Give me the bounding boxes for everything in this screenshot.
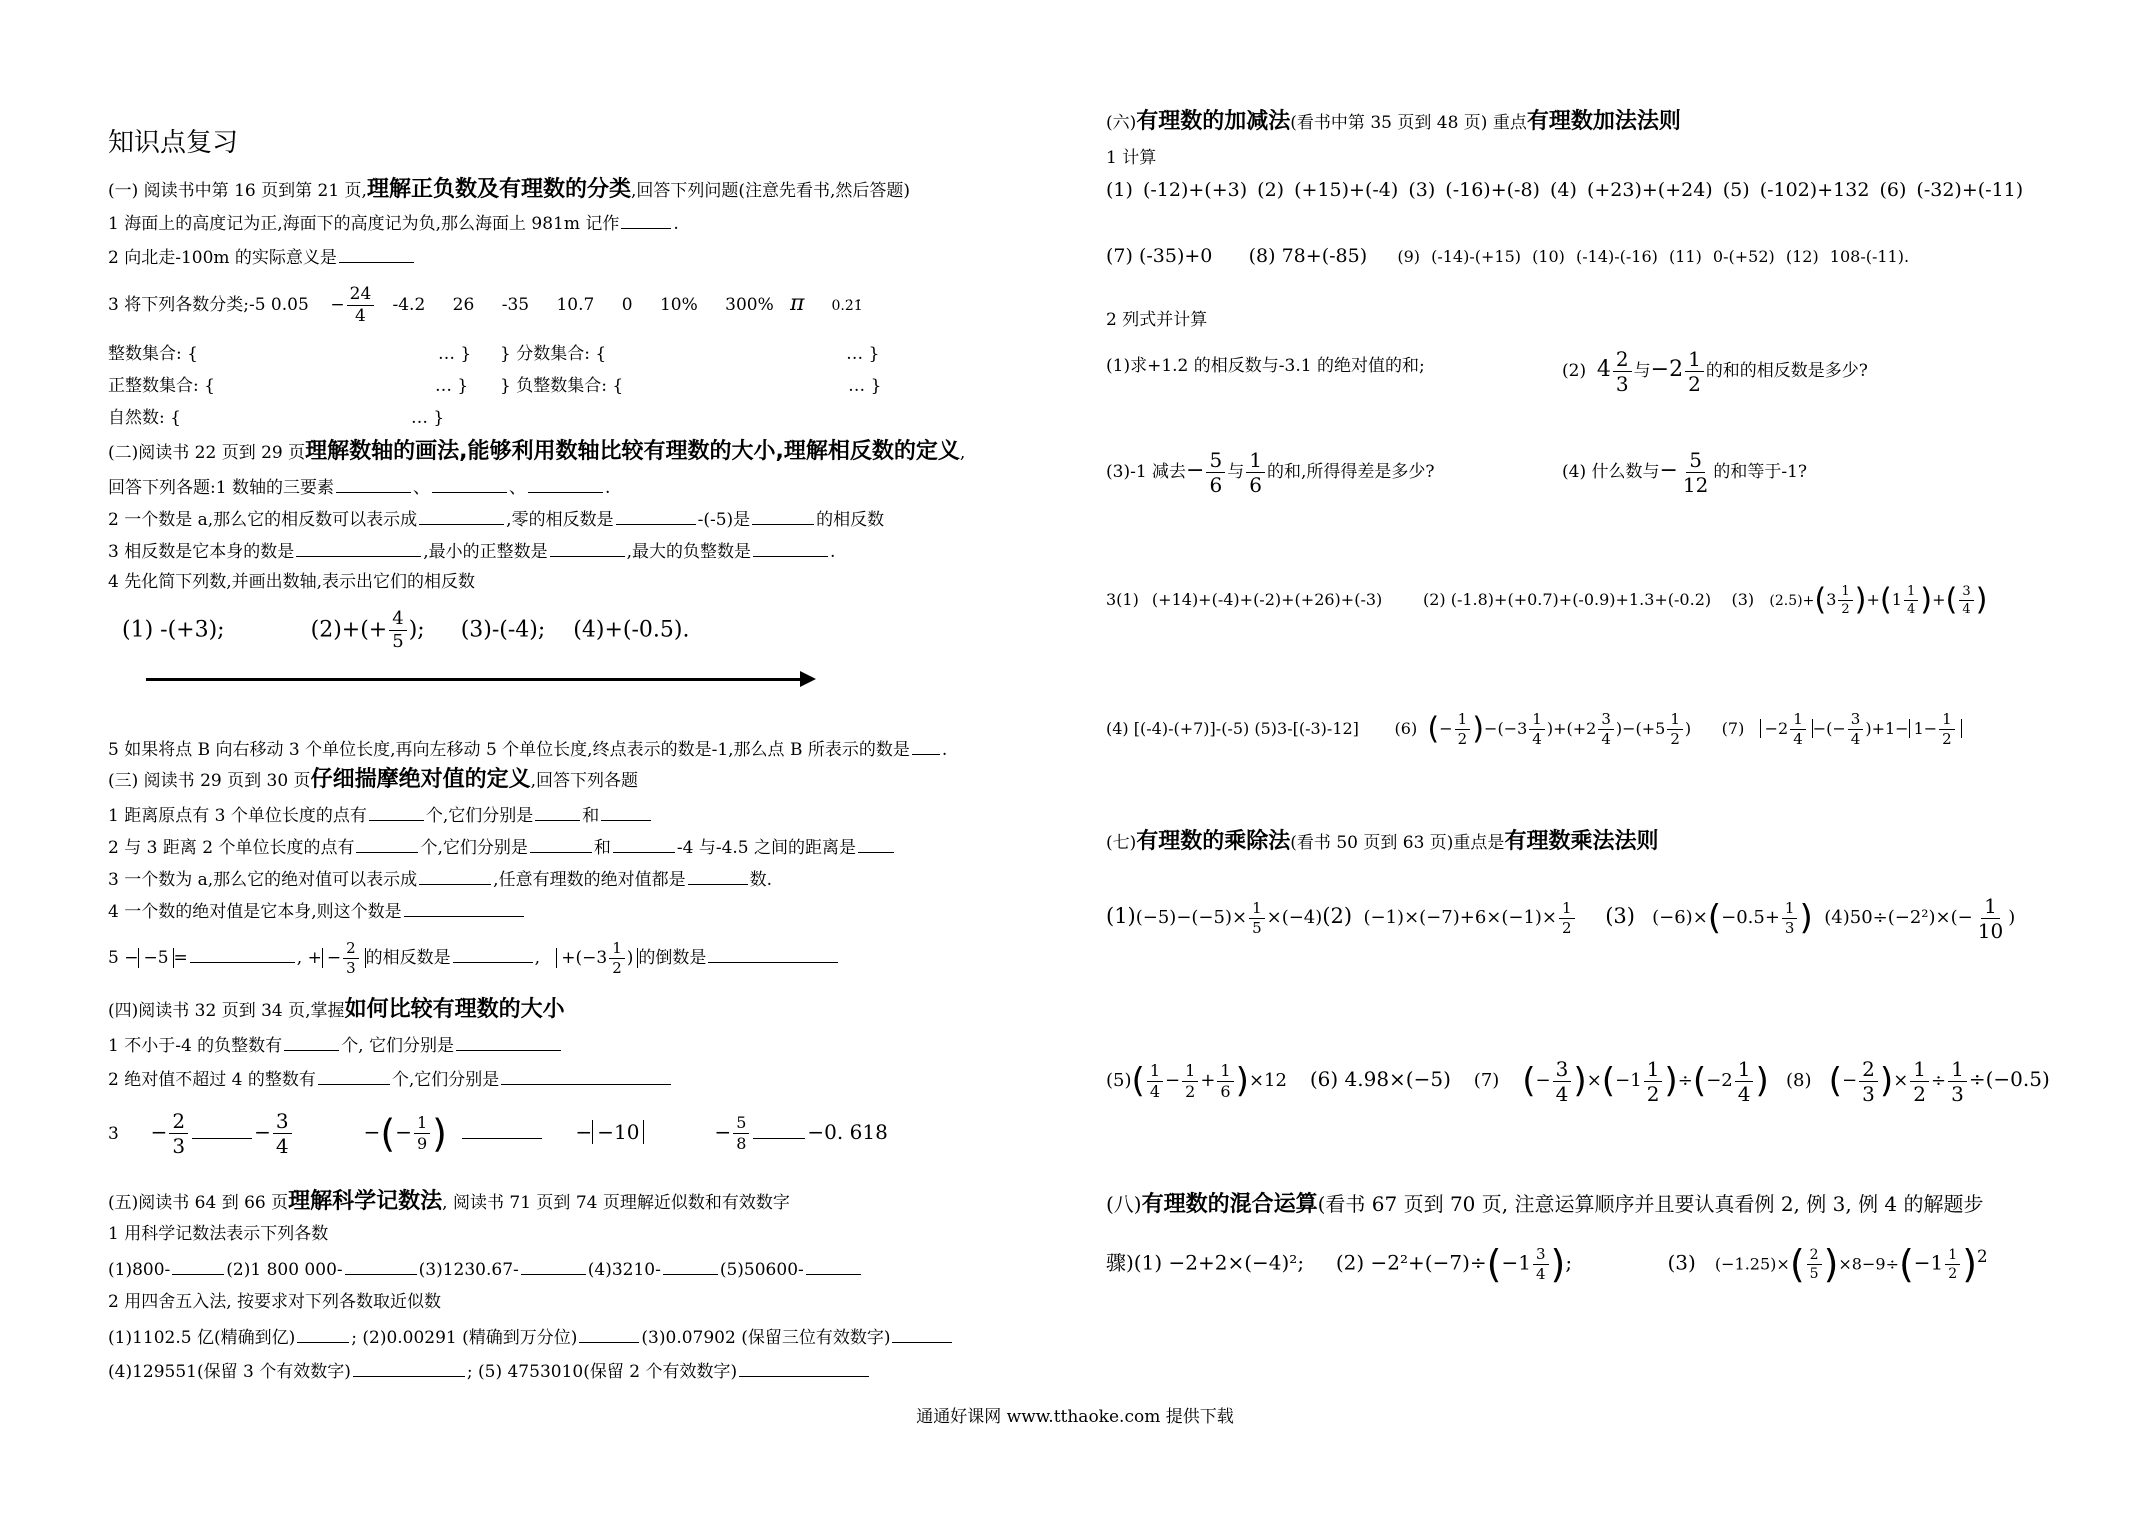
s6-row-1: (1) (-12)+(+3) (2) (+15)+(-4) (3) (-16)+(-8) (4) (+23)+(+24) (5) (-102)+132 (6) (-32)+(-11) [1106, 179, 2024, 201]
s6-l2: 2 列式并计算 [1106, 310, 1208, 330]
s1-q2: 2 向北走-100m 的实际意义是 [108, 244, 416, 270]
section-8-heading: (八)有理数的混合运算(看书 67 页到 70 页, 注意运算顺序并且要认真看例 2, 例 3, 例 4 的解题步 [1106, 1192, 1984, 1217]
section-7-heading: (七)有理数的乘除法(看书 50 页到 63 页)重点是有理数乘法法则 [1106, 829, 1659, 854]
s1-q3: 3 将下列各数分类;-5 0.05 − $\frac{24}{4}$ -4.2 26 -35 10.7 0 10% 300% π 0.2̇1̇ [108, 284, 863, 326]
section-6-heading: (六)有理数的加减法(看书中第 35 页到 48 页) 重点有理数加法法则 [1106, 109, 1681, 134]
s1-set-row-1b: } 分数集合: { … } [500, 344, 880, 364]
s3-q5: 5 − −5 = , + − $\frac{2}{3}$ 的相反数是 , +(−3 $\frac{1}{2}$ ) 的倒数是 [108, 936, 840, 980]
footer: 通通好课网 www.tthaoke.com 提供下载 [916, 1407, 1234, 1427]
s6-c-row: 3(1) (+14)+(-4)+(-2)+(+26)+(-3) (2) (-1.8)+(+0.7)+(-0.9)+1.3+(-0.2) (3) (2.5)+(3 $\frac{1}{2}$ )+(1 $\frac{1}{4}$ )+( $\frac{3}{4}$ ) [1106, 582, 1988, 618]
section-5-heading: (五)阅读书 64 到 66 页理解科学记数法, 阅读书 71 页到 74 页理解近似数和有效数字 [108, 1189, 790, 1214]
s3-q1: 1 距离原点有 3 个单位长度的点有 个,它们分别是 和 [108, 802, 653, 828]
s1-set-row-1: 整数集合: { … } [108, 344, 472, 364]
s6-row-2: (7) (-35)+0 (8) 78+(-85) (9) (-14)-(+15) (10) (-14)-(-16) (11) 0-(+52) (12) 108-(-11). [1106, 245, 1910, 267]
s2-q3: 3 相反数是它本身的数是 ,最小的正整数是 ,最大的负整数是 . [108, 538, 835, 564]
section-4-heading: (四)阅读书 32 页到 34 页,掌握如何比较有理数的大小 [108, 997, 565, 1022]
s8-row-2: 骤)(1) −2+2×(−4)²; (2) −2²+(−7)÷(−1 $\frac{3}{4}$ ); (3) (−1.25)×( $\frac{2}{5}$ )×8−9÷(−1 $\frac{1}{2}$ )$^2$ [1106, 1242, 1988, 1287]
s6-d-row: (4) [(-4)-(+7)]-(-5) (5)3-[(-3)-12] (6) (− $\frac{1}{2}$ )−(−3 $\frac{1}{4}$ )+(+2 $\frac{3}{4}$ )−(+5 $\frac{1}{2}$ ) (7) −2 $\frac{1}{4}$ −(− $\frac{3}{4}$ )+1− 1− $\frac{1}{2}$ [1106, 704, 1962, 755]
number-line-arrow [146, 678, 802, 681]
s4-q3: 3 − $\frac{2}{3}$ − $\frac{3}{4}$ −(− $\frac{1}{9}$ ) − −10 − $\frac{5}{8}$ −0. 618 [108, 1109, 888, 1158]
s2-q4: 4 先化简下列数,并画出数轴,表示出它们的相反数 [108, 572, 476, 592]
s1-set-row-2: 正整数集合: { … } [108, 376, 469, 396]
s2-q2: 2 一个数是 a,那么它的相反数可以表示成 ,零的相反数是 -(-5)是 的相反数 [108, 506, 884, 532]
s7-row-1: (1)(−5)−(−5)× $\frac{1}{5}$ ×(−4)(2) (−1)×(−7)+6×(−1)× $\frac{1}{2}$ (3) (−6)×(−0.5+ $\frac{1}{3}$ ) (4)50÷(−2²)×(− $\frac{1}{10}$ ) [1106, 893, 2016, 943]
section-1-heading: (一) 阅读书中第 16 页到第 21 页,理解正负数及有理数的分类,回答下列问题(注意先看书,然后答题) [108, 177, 911, 202]
page-title: 知识点复习 [108, 128, 239, 158]
s5-l3: 2 用四舍五入法, 按要求对下列各数取近似数 [108, 1292, 442, 1312]
s5-l5: (4)129551(保留 3 个有效数字) ; (5) 4753010(保留 2 个有效数字) [108, 1358, 871, 1384]
s3-q2: 2 与 3 距离 2 个单位长度的点有 个,它们分别是 和 -4 与-4.5 之间的距离是 [108, 834, 896, 860]
s1-q1: 1 海面上的高度记为正,海面下的高度记为负,那么海面上 981m 记作 . [108, 210, 679, 236]
s4-q1: 1 不小于-4 的负整数有 个, 它们分别是 [108, 1032, 563, 1058]
section-3-heading: (三) 阅读书 29 页到 30 页仔细揣摩绝对值的定义,回答下列各题 [108, 767, 638, 792]
s5-l4: (1)1102.5 亿(精确到亿) ; (2)0.00291 (精确到万分位) (3)0.07902 (保留三位有效数字) [108, 1324, 954, 1350]
s3-q3: 3 一个数为 a,那么它的绝对值可以表示成 ,任意有理数的绝对值都是 数. [108, 866, 772, 892]
s6-p1: (1)求+1.2 的相反数与-3.1 的绝对值的和; [1106, 356, 1425, 376]
s6-p3: (3)-1 减去− $\frac{5}{6}$ 与 $\frac{1}{6}$ 的和,所得得差是多少? [1106, 448, 1435, 497]
s5-l1: 1 用科学记数法表示下列各数 [108, 1224, 329, 1244]
s1-set-row-3: 自然数: { … } [108, 408, 445, 428]
s2-expressions: (1) -(+3); (2)+(+ $\frac{4}{5}$ ); (3)-(-4); (4)+(-0.5). [122, 608, 690, 652]
s4-q2: 2 绝对值不超过 4 的整数有 个,它们分别是 [108, 1066, 673, 1092]
s6-p4: (4) 什么数与− $\frac{5}{12}$ 的和等于-1? [1562, 448, 1808, 497]
s2-q5: 5 如果将点 B 向右移动 3 个单位长度,再向左移动 5 个单位长度,终点表示的数是-1,那么点 B 所表示的数是 . [108, 736, 947, 762]
s2-l1: 回答下列各题:1 数轴的三要素 、 、 . [108, 474, 610, 500]
s3-q4: 4 一个数的绝对值是它本身,则这个数是 [108, 898, 526, 924]
s5-l2: (1)800- (2)1 800 000- (3)1230.67- (4)3210- (5)50600- [108, 1256, 863, 1282]
s7-row-2: (5)( $\frac{1}{4}$ − $\frac{1}{2}$ + $\frac{1}{6}$ )×12 (6) 4.98×(−5) (7) (− $\frac{3}{4}$ )×(−1 $\frac{1}{2}$ )÷(−2 $\frac{1}{4}$ ) (8) (− $\frac{2}{3}$ )× $\frac{1}{2}$ ÷ $\frac{1}{3}$ ÷(−0.5) [1106, 1056, 2050, 1106]
s6-l1: 1 计算 [1106, 148, 1157, 168]
s1-set-row-2b: } 负整数集合: { … } [500, 376, 882, 396]
s6-p2: (2) 4 $\frac{2}{3}$ 与−2 $\frac{1}{2}$ 的和的相反数是多少? [1562, 347, 1868, 396]
section-2-heading: (二)阅读书 22 页到 29 页理解数轴的画法,能够利用数轴比较有理数的大小,理解相反数的定义, [108, 439, 966, 464]
